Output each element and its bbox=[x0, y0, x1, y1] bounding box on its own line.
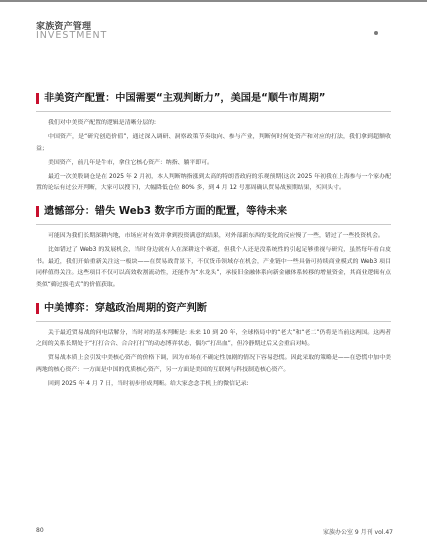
heading-accent-bar bbox=[36, 93, 39, 104]
heading-accent-bar bbox=[36, 303, 39, 314]
header-rule bbox=[0, 0, 427, 2]
section-title: 遗憾部分：错失 Web3 数字币方面的配置，等待未来 bbox=[44, 206, 288, 218]
section-non-us-allocation bbox=[36, 92, 391, 195]
section-divider bbox=[36, 321, 391, 322]
paragraph: 最近一次美股调仓是在 2025 年 2 月初，本人判断纳指涨到太高的特朗普政府的乐观预期(这次 2025 年初我在上海参与一个家办配置的论坛有过公开判断，大家可以搜下)，大幅降低仓位 80% 多，到 4 月 12 号那周确认贸易战预期结果，买回头寸。 bbox=[36, 173, 391, 192]
section-heading bbox=[36, 205, 391, 218]
paragraph: 比如错过了 Web3 的发展机会，当时身边就有人在深耕这个赛道，但我个人还是没系统性的引起足够重视与研究，虽然每年看白皮书。最近，我们开始重新关注这一板块——在贸易战背景下，不仅货币领域存在机会，产业链中一些具备可持续商业模式的 Web3 项目同样值得关注。这些项目不仅可以高效收割流动性，还能作为“水龙头”，承接旧金融体系向新金融体系转移的增量资金，其商业逻辑有点类似“薅过拔毛式”的价值获取。 bbox=[36, 247, 391, 288]
section-us-china-rivalry bbox=[36, 302, 391, 391]
section-heading bbox=[36, 92, 391, 105]
page-number: 80 bbox=[36, 527, 44, 534]
paragraph: 我们对中美资产配置的逻辑是清晰分层的: bbox=[48, 120, 157, 126]
heading-accent-bar bbox=[36, 206, 39, 217]
section-web3-regret bbox=[36, 205, 391, 291]
paragraph: 贸易战本质上会引发中美核心资产的价格下调，因为市场在不确定性加剧的情况下容易恐慌。因此采取的策略是——在恐慌中加中美两地的核心资产：一方面是中国的优质核心资产，另一方面是美国的互联网与科技制造核心资产。 bbox=[36, 355, 391, 373]
page-footer bbox=[0, 523, 427, 539]
paragraph: 中国资产，是“研究创造价值”，通过深入调研、洞察政策节奏取向、参与产业，判断何时何处资产和对应的打法，我们拿到超额收益； bbox=[36, 134, 391, 152]
column-title: 家族资产管理 bbox=[36, 22, 92, 32]
paragraph: 关于最近贸易战的问电话解分，当时对的基本判断是: 未来 10 到 20 年，全球格局中的“老大”和“老二”仍将是当前这两国。这两者之间的关系长期处于“打打合合、合合打打”的动态博弈状态，偶尔“打出血”，但冷静期过后又会重启对峙。 bbox=[36, 329, 391, 348]
column-subtitle: INVESTMENT bbox=[36, 30, 108, 41]
section-divider bbox=[36, 224, 391, 225]
page-header bbox=[0, 0, 427, 60]
article-body bbox=[36, 92, 391, 401]
paragraph: 回到 2025 年 4 月 7 日，当时初步形成判断。给大家念念手机上的微信记录: bbox=[48, 380, 249, 387]
section-title: 中美博弈：穿越政治周期的资产判断 bbox=[44, 302, 207, 314]
section-heading bbox=[36, 302, 391, 315]
section-title: 非美资产配置：中国需要“主观判断力”，美国是“顺牛市周期” bbox=[44, 93, 326, 104]
magazine-issue: 家族办公室 9 月刊 vol.47 bbox=[323, 529, 393, 536]
paragraph: 可能因为我们长期深耕内地，市场应对有效并拿到投资满意的结果，对外部新东西的变化的反应慢了一些，错过了一些投资机会。 bbox=[48, 233, 384, 240]
paragraph: 美国资产，前几年是牛市，拿住它核心资产：纳指、躺平即可。 bbox=[48, 159, 213, 166]
header-dot bbox=[374, 31, 378, 35]
section-divider bbox=[36, 111, 391, 112]
